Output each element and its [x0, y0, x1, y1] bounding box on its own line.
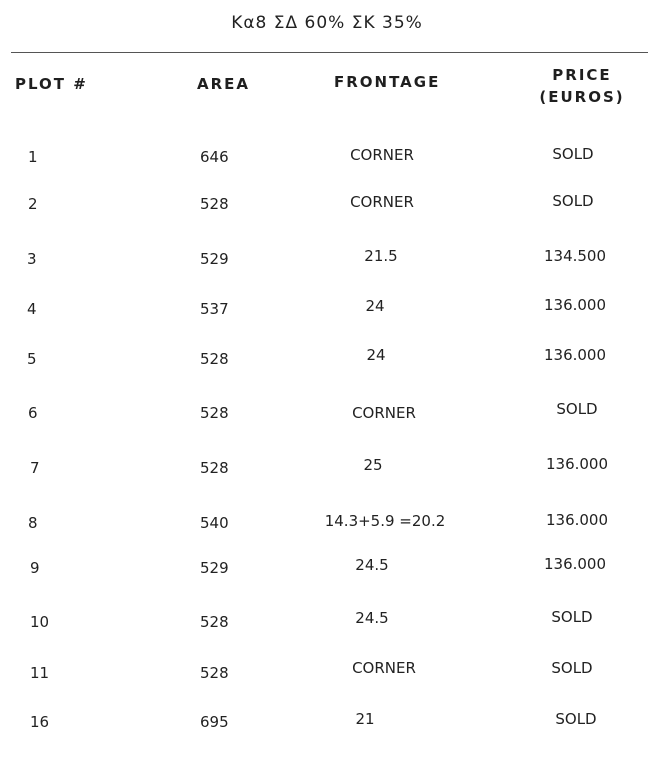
cell-plot: 2 — [28, 195, 38, 213]
cell-area: 528 — [200, 459, 229, 477]
cell-price: 134.500 — [543, 247, 607, 265]
cell-area: 528 — [200, 195, 229, 213]
cell-plot: 16 — [30, 713, 50, 731]
cell-plot: 10 — [30, 613, 50, 631]
column-header-price-line2: (EUROS) — [539, 88, 625, 106]
cell-area: 529 — [200, 559, 229, 577]
cell-plot: 4 — [27, 300, 37, 318]
cell-price: 136.000 — [545, 511, 609, 529]
cell-price: SOLD — [552, 192, 594, 210]
column-header-price-line1: PRICE — [552, 66, 612, 84]
cell-frontage: 14.3+5.9 =20.2 — [324, 512, 446, 530]
cell-frontage: 21.5 — [364, 247, 398, 265]
cell-price: SOLD — [551, 659, 593, 677]
cell-plot: 11 — [30, 664, 50, 682]
cell-area: 528 — [200, 664, 229, 682]
cell-frontage: 21 — [355, 710, 375, 728]
cell-price: SOLD — [556, 400, 598, 418]
cell-area: 528 — [200, 613, 229, 631]
cell-frontage: 24 — [366, 346, 386, 364]
cell-frontage: 24 — [365, 297, 385, 315]
cell-area: 528 — [200, 350, 229, 368]
cell-plot: 5 — [27, 350, 37, 368]
cell-area: 528 — [200, 404, 229, 422]
cell-plot: 6 — [28, 404, 38, 422]
column-header-plot: PLOT # — [15, 75, 88, 93]
cell-price: SOLD — [552, 145, 594, 163]
cell-price: SOLD — [555, 710, 597, 728]
column-header-price — [537, 64, 627, 108]
cell-area: 540 — [200, 514, 229, 532]
cell-price: 136.000 — [543, 346, 607, 364]
cell-area: 529 — [200, 250, 229, 268]
cell-frontage: 25 — [363, 456, 383, 474]
cell-area: 695 — [200, 713, 229, 731]
cell-plot: 8 — [28, 514, 38, 532]
page-title: Κα8 ΣΔ 60% ΣΚ 35% — [231, 13, 423, 33]
cell-plot: 3 — [27, 250, 37, 268]
cell-price: 136.000 — [545, 455, 609, 473]
cell-price: SOLD — [551, 608, 593, 626]
cell-frontage: CORNER — [350, 193, 414, 211]
cell-plot: 9 — [30, 559, 40, 577]
column-header-area: AREA — [197, 75, 251, 93]
cell-plot: 7 — [30, 459, 40, 477]
cell-frontage: CORNER — [352, 404, 416, 422]
divider — [11, 52, 648, 53]
cell-frontage: CORNER — [352, 659, 416, 677]
cell-price: 136.000 — [543, 555, 607, 573]
cell-frontage: CORNER — [350, 146, 414, 164]
cell-frontage: 24.5 — [355, 609, 389, 627]
cell-plot: 1 — [28, 148, 38, 166]
column-header-frontage: FRONTAGE — [334, 73, 441, 91]
cell-frontage: 24.5 — [355, 556, 389, 574]
cell-area: 537 — [200, 300, 229, 318]
cell-price: 136.000 — [543, 296, 607, 314]
cell-area: 646 — [200, 148, 229, 166]
